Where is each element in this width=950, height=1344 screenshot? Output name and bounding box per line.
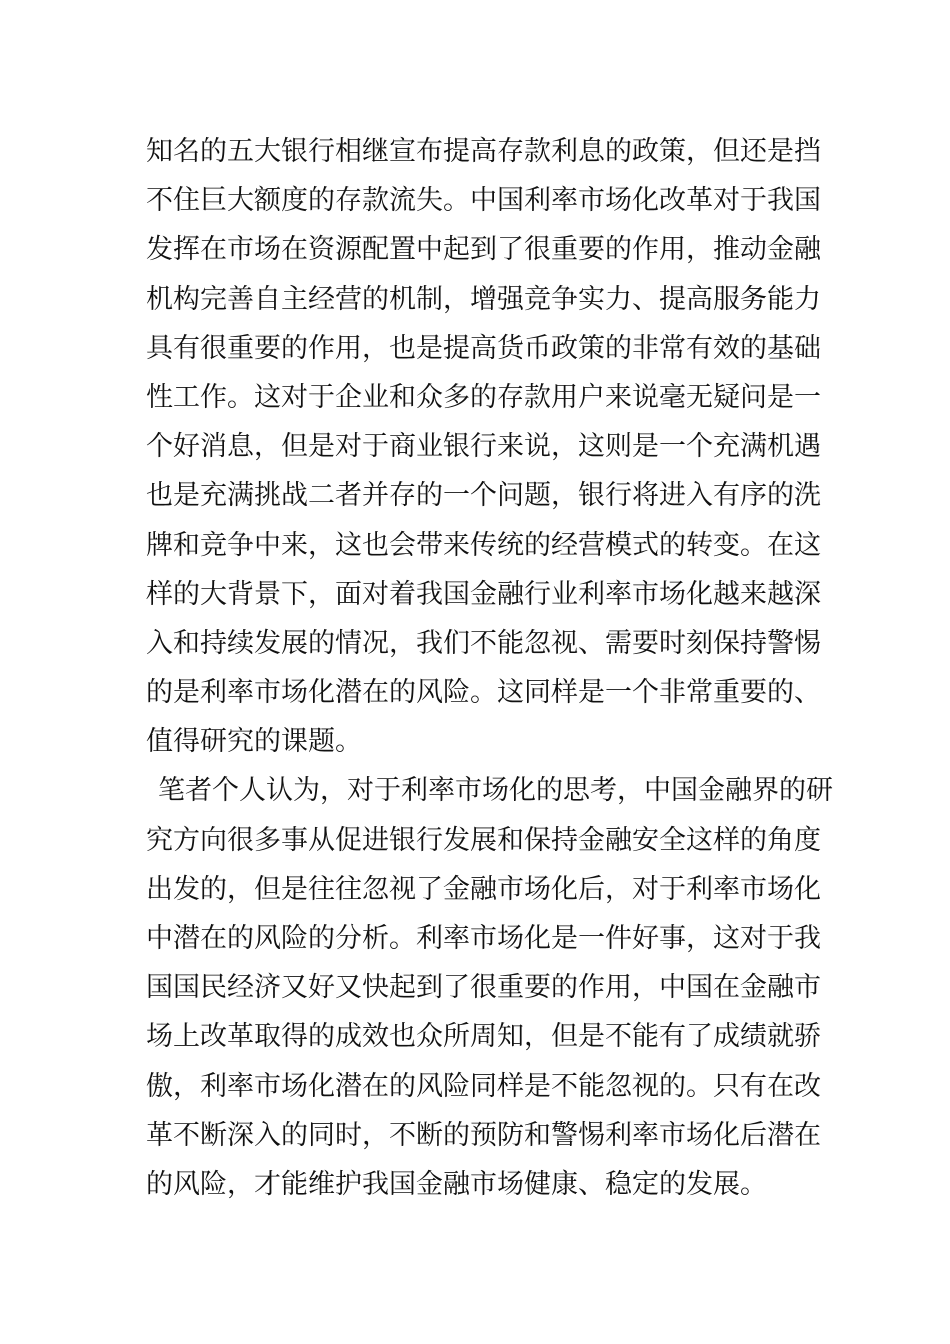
- paragraph-1-line: 牌和竞争中来，这也会带来传统的经营模式的转变。在这: [146, 529, 821, 561]
- paragraph-2-line: 国国民经济又好又快起到了很重要的作用，中国在金融市: [146, 972, 821, 1004]
- paragraph-1-line: 机构完善自主经营的机制，增强竞争实力、提高服务能力: [146, 283, 821, 315]
- paragraph-1-line: 性工作。这对于企业和众多的存款用户来说毫无疑问是一: [146, 381, 821, 413]
- paragraph-1-line: 也是充满挑战二者并存的一个问题，银行将进入有序的洗: [146, 480, 821, 512]
- paragraph-2-line: 中潜在的风险的分析。利率市场化是一件好事，这对于我: [146, 923, 821, 954]
- paragraph-1: [146, 127, 826, 766]
- paragraph-1-line: 的是利率市场化潜在的风险。这同样是一个非常重要的、: [146, 677, 821, 709]
- paragraph-2-line: 究方向很多事从促进银行发展和保持金融安全这样的角度: [146, 824, 821, 856]
- paragraph-1-line: 具有很重要的作用，也是提高货币政策的非常有效的基础: [146, 332, 821, 364]
- paragraph-1-line: 样的大背景下，面对着我国金融行业利率市场化越来越深: [146, 578, 821, 610]
- paragraph-2-line: 傲，利率市场化潜在的风险同样是不能忽视的。只有在改: [146, 1070, 821, 1102]
- paragraph-2-line: 的风险，才能维护我国金融市场健康、稳定的发展。: [146, 1168, 767, 1200]
- paragraph-1-line: 发挥在市场在资源配置中起到了很重要的作用，推动金融: [146, 234, 821, 266]
- paragraph-2: [146, 766, 833, 1209]
- body-text: [146, 127, 833, 1209]
- paragraph-2-line: 场上改革取得的成效也众所周知，但是不能有了成绩就骄: [146, 1021, 821, 1053]
- paragraph-1-line: 值得研究的课题。: [146, 726, 362, 758]
- paragraph-1-line: 知名的五大银行相继宣布提高存款利息的政策，但还是挡: [146, 136, 821, 167]
- paragraph-1-line: 入和持续发展的情况，我们不能忽视、需要时刻保持警惕: [146, 627, 821, 659]
- paragraph-2-line: 出发的，但是往往忽视了金融市场化后，对于利率市场化: [146, 873, 821, 905]
- paragraph-2-line: 笔者个人认为，对于利率市场化的思考，中国金融界的研: [158, 775, 833, 807]
- paragraph-1-line: 不住巨大额度的存款流失。中国利率市场化改革对于我国: [146, 185, 821, 217]
- paragraph-2-line: 革不断深入的同时，不断的预防和警惕利率市场化后潜在: [146, 1119, 821, 1151]
- paragraph-1-line: 个好消息，但是对于商业银行来说，这则是一个充满机遇: [146, 431, 821, 463]
